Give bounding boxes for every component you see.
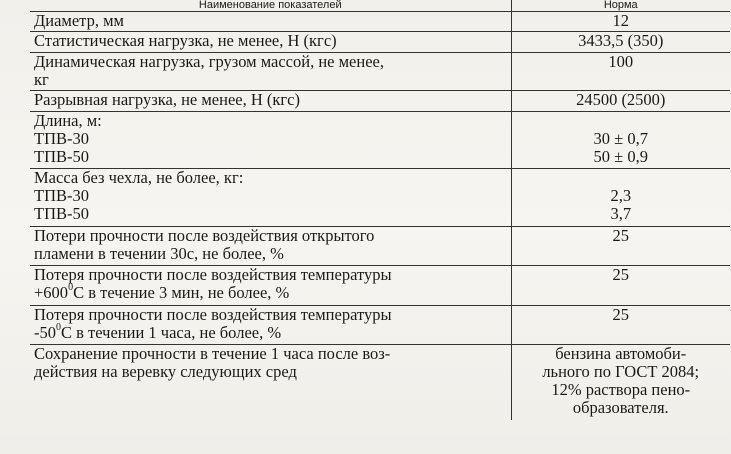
table-row [30,227,730,266]
row-label-line: Статистическая нагрузка, не менее, Н (кгс) [34,31,337,50]
table-row [30,306,730,345]
row-value-line: 100 [608,52,634,71]
row-value-line: 24500 (2500) [576,90,666,109]
row-label-line: ТПВ-30 [34,186,89,205]
row-label-line: пламени в течении 30с, не более, % [34,244,284,263]
table-row [30,169,730,227]
table-row [30,12,730,32]
row-value [511,169,730,227]
row-label-rest: С в течении 1 часа, не более, % [61,323,282,342]
row-value-line: 30 ± 0,7 [593,129,648,148]
row-value-line: 2,3 [610,186,632,205]
row-value [511,12,730,32]
row-value [511,53,730,91]
row-value-line: 25 [612,226,629,245]
row-label [30,112,511,169]
row-label-line: Диаметр, мм [34,11,124,30]
row-value [511,306,730,345]
degree-mark: 0 [56,321,61,333]
row-label-line: Потеря прочности после воздействия температуры [34,305,392,324]
specification-table [30,0,730,420]
table-row [30,91,730,112]
temperature-value: +600 [34,283,69,302]
table-row [30,345,730,421]
row-label-line: ТПВ-50 [34,204,89,223]
row-value-line: 3433,5 (350) [578,31,664,50]
row-value-line: 12 [612,11,629,30]
row-label-rest: С в течение 3 мин, не более, % [73,283,290,302]
row-label-line: Масса без чехла, не более, кг: [34,168,244,187]
temperature-value: -50 [34,323,56,342]
table-header-row [30,0,730,12]
row-value-line: 12% раствора пено- [551,380,691,399]
row-label [30,32,511,53]
header-name: Наименование показателей [30,0,511,12]
row-label [30,53,511,91]
row-value-line: 25 [612,305,629,324]
row-label [30,306,511,345]
row-value [511,266,730,306]
row-label-line: Разрывная нагрузка, не менее, Н (кгс) [34,90,300,109]
table-row [30,266,730,306]
row-label [30,169,511,227]
table-row [30,32,730,53]
row-label [30,227,511,266]
row-label-line [34,321,511,342]
row-label-line: Потеря прочности после воздействия температуры [34,265,392,284]
row-label-line: Потери прочности после воздействия открытого [34,226,375,245]
table-row [30,53,730,91]
row-label [30,266,511,306]
degree-mark: 0 [68,281,74,293]
row-label-line: Динамическая нагрузка, грузом массой, не менее, [34,52,384,71]
row-label [30,91,511,112]
row-value [511,112,730,169]
row-label-line: Сохранение прочности в течение 1 часа после воз- [34,344,391,363]
row-value-line: 50 ± 0,9 [593,147,648,166]
row-value [511,91,730,112]
row-value-line: образователя. [572,398,669,417]
table-row [30,112,730,169]
row-value-line: льного по ГОСТ 2084; [542,362,700,381]
row-label-line: ТПВ-30 [34,129,89,148]
row-label-line: кг [34,70,49,89]
row-label-line [34,281,511,302]
row-value-line: 25 [612,265,629,284]
row-value [511,345,730,421]
row-label-line: действия на веревку следующих сред [34,362,297,381]
row-label [30,12,511,32]
header-norm: Норма [511,0,730,12]
row-label [30,345,511,421]
row-label-line: Длина, м: [34,111,102,130]
row-value [511,32,730,53]
row-value [511,227,730,266]
row-value-line: бензина автомоби- [555,344,687,363]
row-label-line: ТПВ-50 [34,147,89,166]
row-value-line: 3,7 [610,204,632,223]
